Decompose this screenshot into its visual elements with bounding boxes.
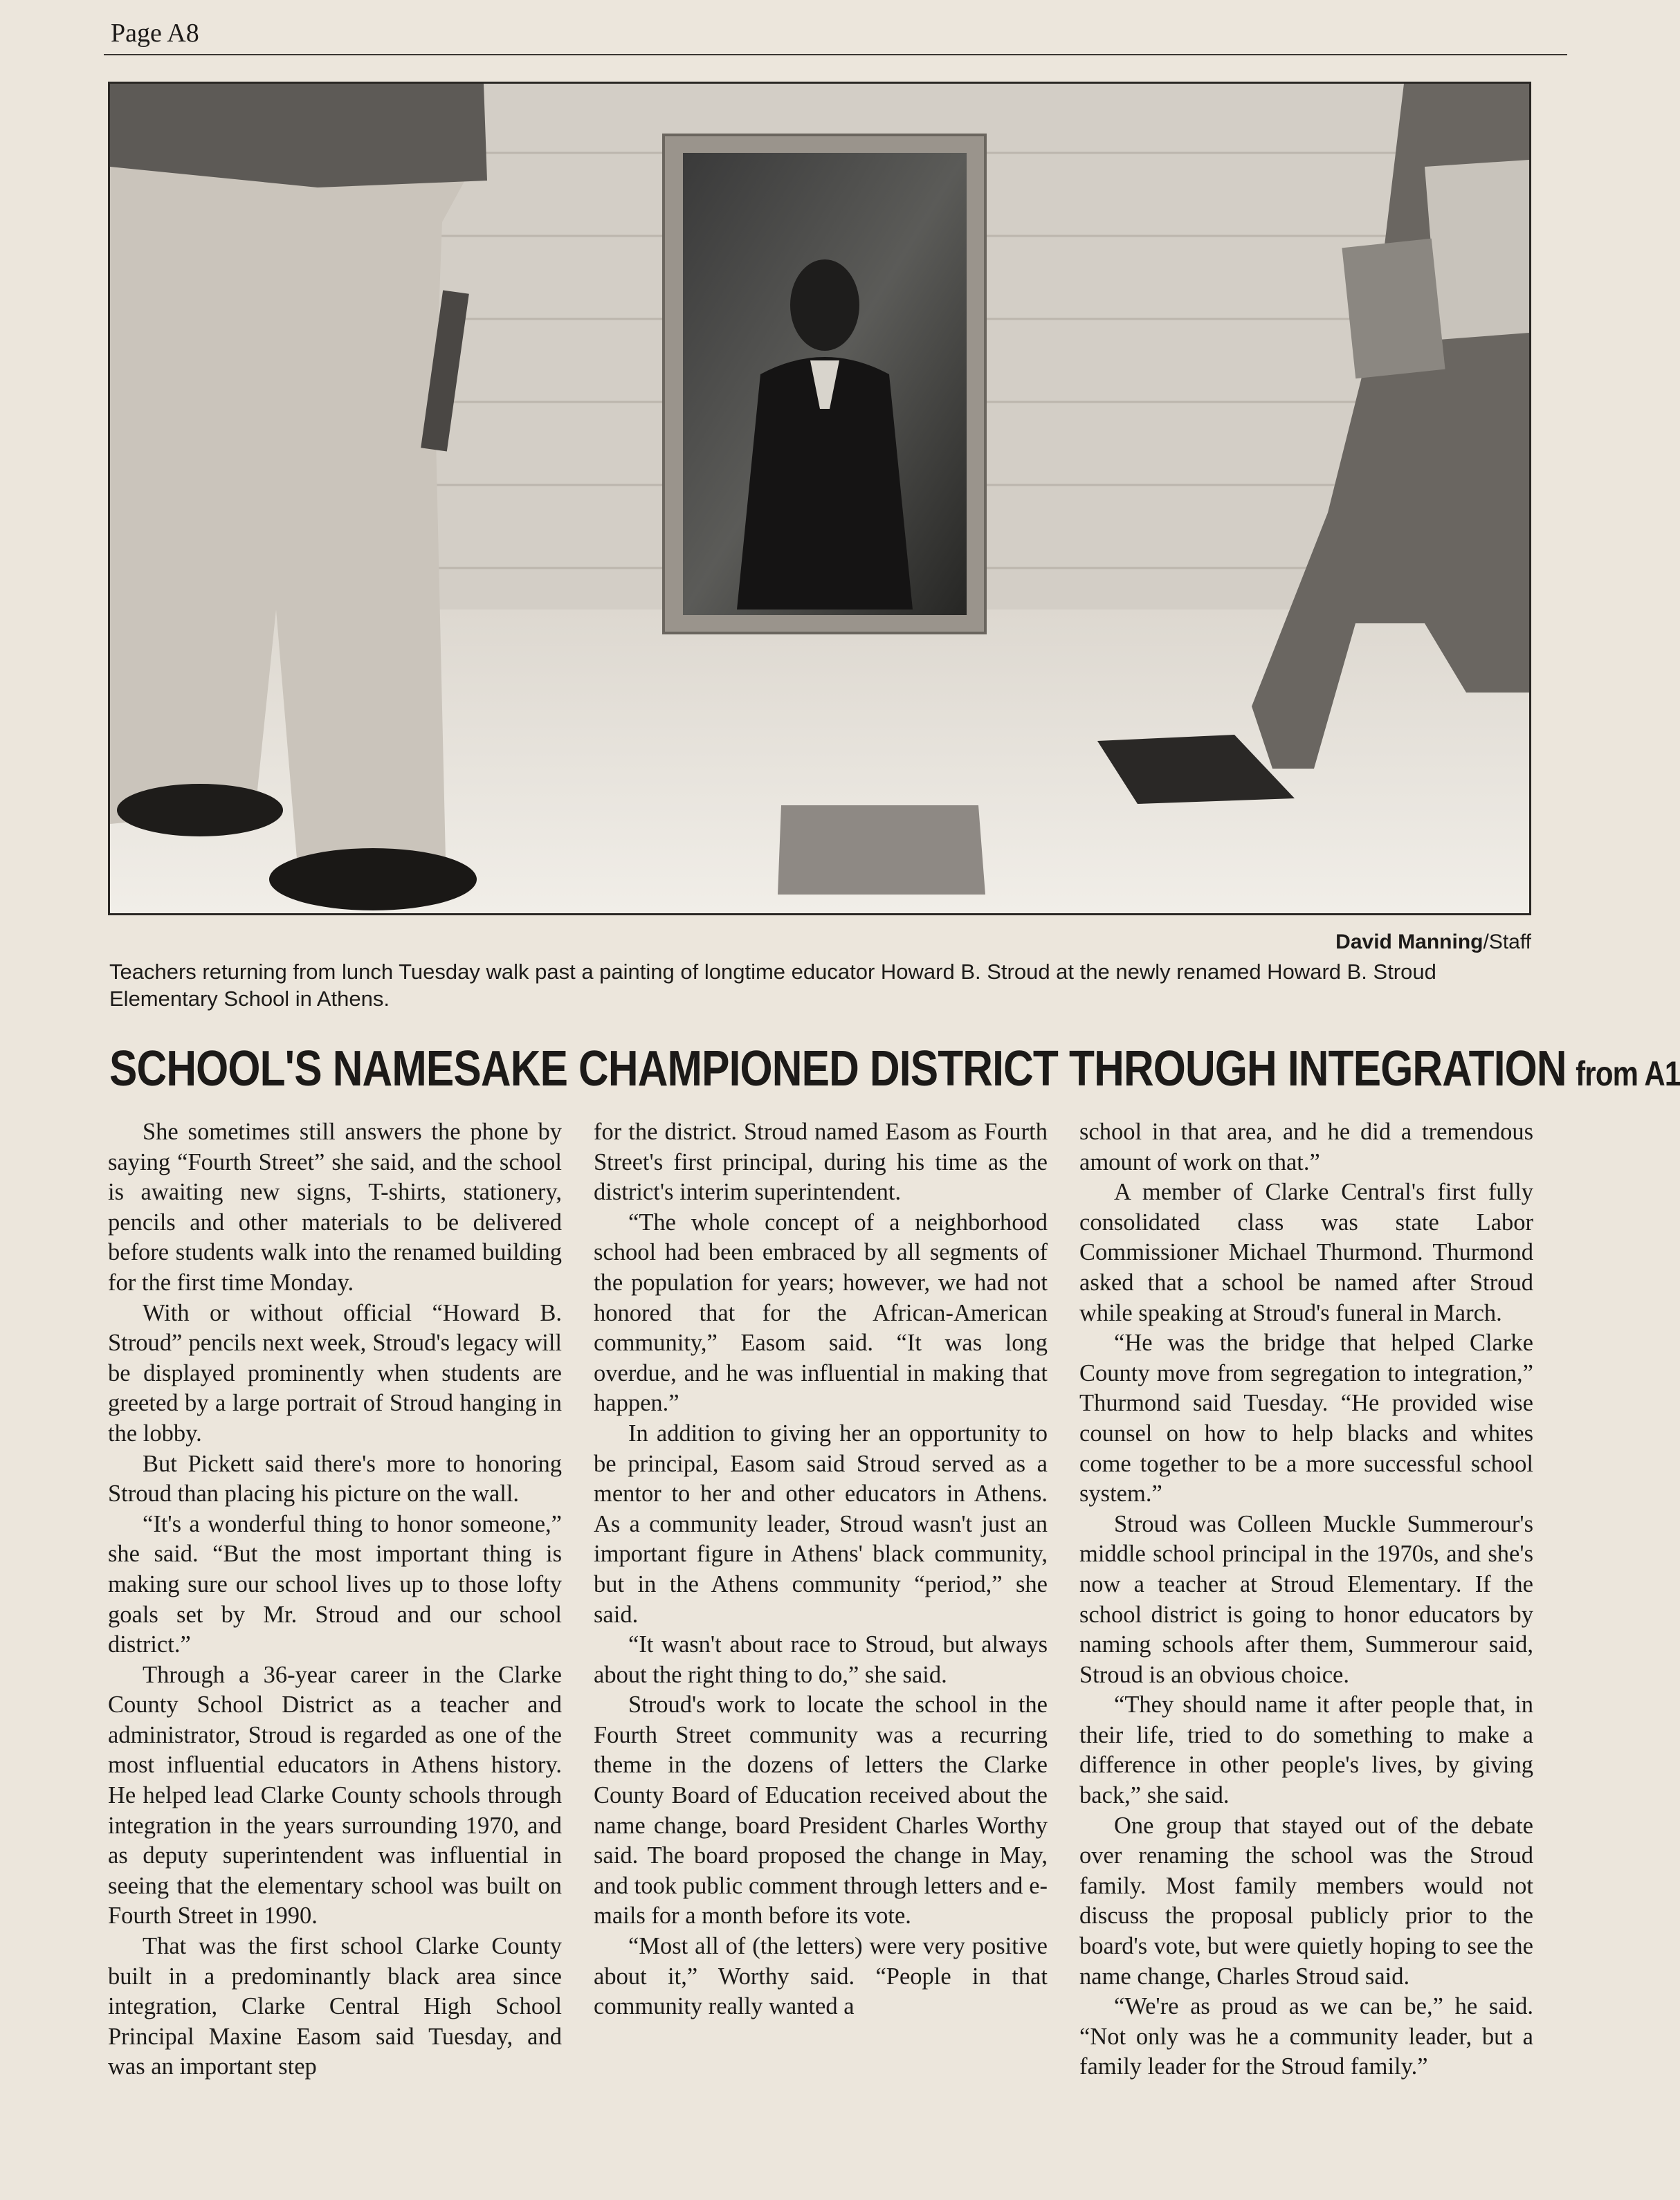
paragraph: “It wasn't about race to Stroud, but always about the right thing to do,” she said. [594, 1631, 1048, 1688]
article-headline [109, 1041, 1680, 1101]
page-number-label: Page A8 [111, 19, 199, 48]
paragraph: for the district. Stroud named Easom as Fourth Street's first principal, during his time as the district's interim superintendent. [594, 1119, 1048, 1206]
photo-caption: Teachers returning from lunch Tuesday walk past a painting of longtime educator Howard B. Stroud at the newly renamed Howard B. Stroud Elementary School in Athens. [109, 960, 1436, 1011]
paragraph: “It's a wonderful thing to honor someone,” she said. “But the most important thing is making sure our school lives up to those lofty goals set by Mr. Stroud and our school district.” [108, 1510, 562, 1658]
paragraph: She sometimes still answers the phone by saying “Fourth Street” she said, and the school is awaiting new signs, T-shirts, stationery, pencils and other materials to be delivered before students walk into the renamed building for the first time Monday. [108, 1119, 562, 1296]
photo-credit-name: David Manning [1335, 931, 1483, 953]
paragraph: school in that area, and he did a tremendous amount of work on that.” [1079, 1119, 1533, 1175]
headline-text: SCHOOL'S NAMESAKE CHAMPIONED DISTRICT THROUGH INTEGRATION [109, 1041, 1567, 1097]
paragraph: One group that stayed out of the debate over renaming the school was the Stroud family. Most family members would not discuss the proposal publicly prior to the board's vote, but were quietly hoping to see the name change, Charles Stroud said. [1079, 1812, 1533, 1990]
paragraph: “Most all of (the letters) were very positive about it,” Worthy said. “People in that community really wanted a [594, 1933, 1048, 2020]
header-rule [104, 54, 1567, 55]
news-photo [108, 82, 1531, 915]
paragraph: That was the first school Clarke County built in a predominantly black area since integration, Clarke Central High School Principal Maxine Easom said Tuesday, and was an important step [108, 1933, 562, 2080]
photo-credit [1335, 931, 1531, 954]
paragraph: But Pickett said there's more to honoring Stroud than placing his picture on the wall. [108, 1450, 562, 1507]
article-body [108, 1117, 1533, 2197]
jump-reference: from A1 [1576, 1054, 1680, 1093]
paragraph: A member of Clarke Central's first fully consolidated class was state Labor Commissioner Michael Thurmond. Thurmond asked that a school be named after Stroud while speaking at Stroud's funeral in March. [1079, 1179, 1533, 1326]
photo-credit-affiliation: /Staff [1483, 931, 1531, 953]
paragraph: Stroud was Colleen Muckle Summerour's middle school principal in the 1970s, and she's now a teacher at Stroud Elementary. If the school district is going to honor educators by naming schools after them, Summerour said, Stroud is an obvious choice. [1079, 1510, 1533, 1688]
paragraph: Stroud's work to locate the school in the Fourth Street community was a recurring theme in the dozens of letters the Clarke County Board of Education received about the name change, board President Charles Worthy said. The board proposed the change in May, and took public comment through letters and e-mails for a month before its vote. [594, 1692, 1048, 1929]
paragraph: Through a 36-year career in the Clarke County School District as a teacher and administrator, Stroud is regarded as one of the most influential educators in Athens history. He helped lead Clarke County schools through integration in the years surrounding 1970, and as deputy superintendent was influential in seeing that the elementary school was built on Fourth Street in 1990. [108, 1661, 562, 1929]
paragraph: “We're as proud as we can be,” he said. “Not only was he a community leader, but a family leader for the Stroud family.” [1079, 1993, 1533, 2080]
paragraph: “They should name it after people that, in their life, tried to do something to make a difference in other people's lives, by giving back,” she said. [1079, 1692, 1533, 1809]
paragraph: With or without official “Howard B. Stroud” pencils next week, Stroud's legacy will be displayed prominently when students are greeted by a large portrait of Stroud hanging in the lobby. [108, 1299, 562, 1447]
article-column-1 [108, 1117, 562, 2197]
article-column-3 [1079, 1117, 1533, 2197]
article-column-2 [594, 1117, 1048, 2197]
paragraph: In addition to giving her an opportunity to be principal, Easom said Stroud served as a mentor to her and other educators in Athens. As a community leader, Stroud wasn't just an important figure in Athens' black community, but in the Athens community “period,” she said. [594, 1420, 1048, 1628]
paragraph: “He was the bridge that helped Clarke County move from segregation to integration,” Thurmond said Tuesday. “He provided wise counsel on how to help blacks and whites come together to be a more successful school system.” [1079, 1330, 1533, 1507]
paragraph: “The whole concept of a neighborhood school had been embraced by all segments of the population for years; however, we had not honored that for the African-American community,” Easom said. “It was long overdue, and he was influential in making that happen.” [594, 1209, 1048, 1417]
